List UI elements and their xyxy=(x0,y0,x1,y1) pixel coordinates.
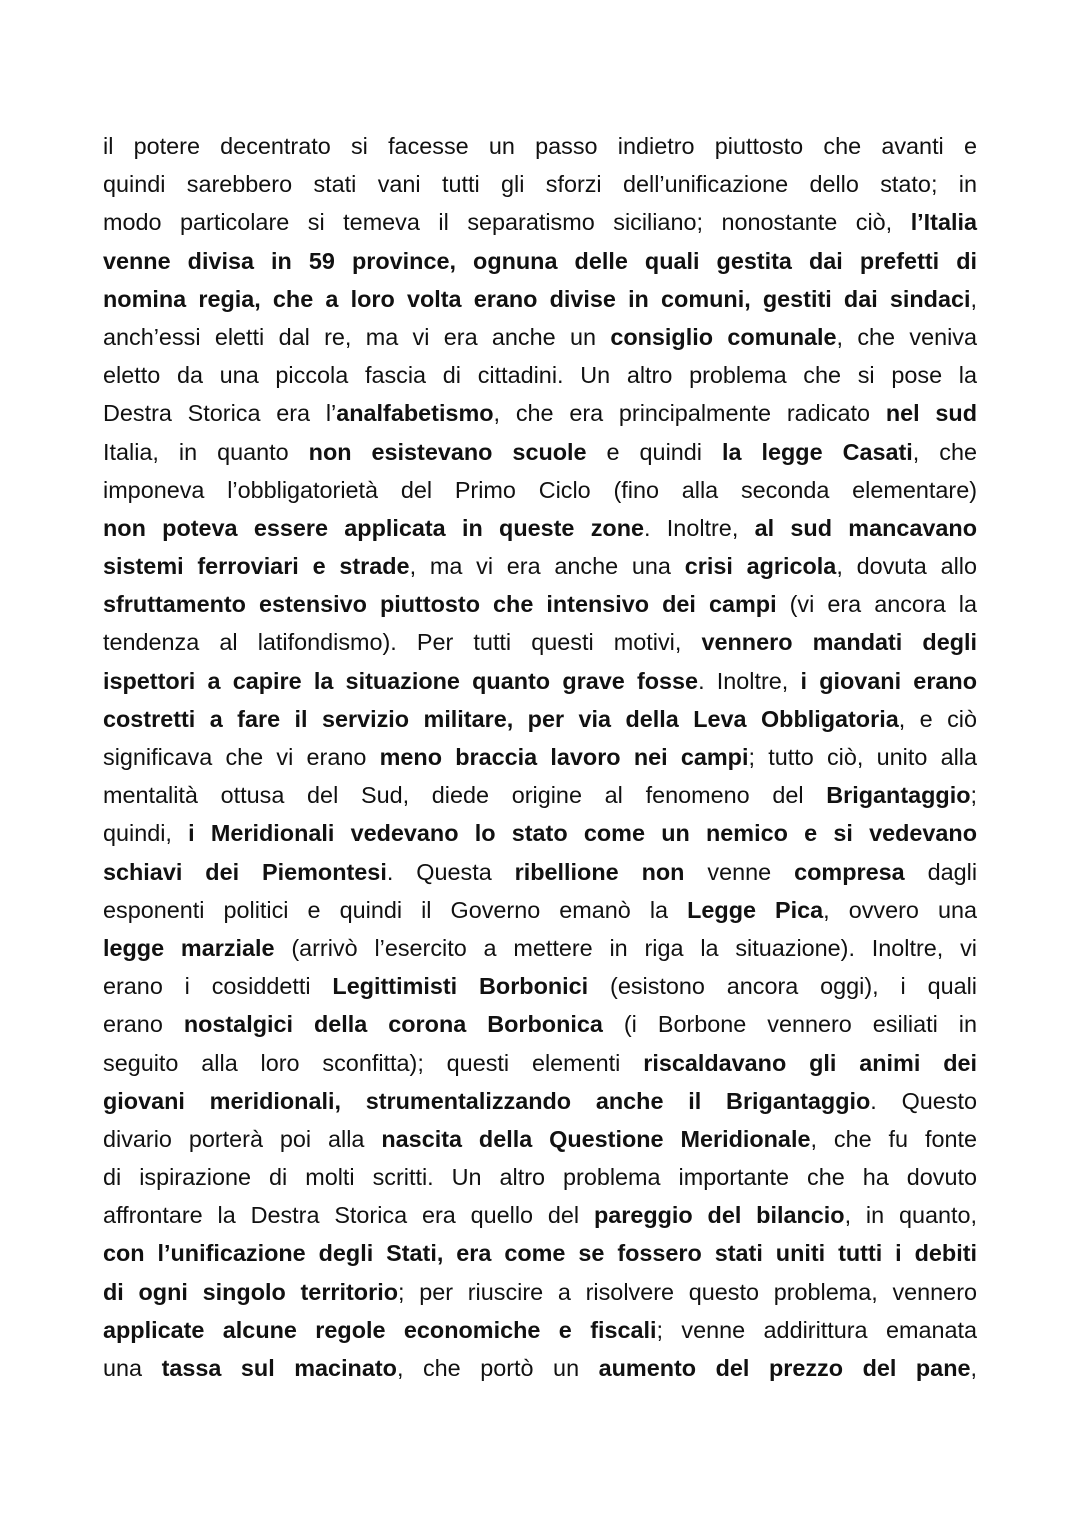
bold-text-run: Brigantaggio xyxy=(826,782,971,809)
bold-text-run: l’Italia xyxy=(910,209,977,236)
text-run: , xyxy=(970,285,977,312)
bold-text-run: i Meridionali vedevano lo stato come un nemico e si vedevano xyxy=(188,820,978,847)
bold-text-run: schiavi dei Piemontesi xyxy=(103,858,387,885)
bold-text-run: pareggio del bilancio xyxy=(593,1202,845,1229)
bold-text-run: meno braccia lavoro nei campi xyxy=(379,744,749,770)
bold-text-run: ispettori a capire la situazione quanto grave fosse xyxy=(103,667,699,694)
text-run: una xyxy=(103,1355,162,1381)
text-line xyxy=(103,891,977,929)
bold-text-run: riscaldavano gli animi dei xyxy=(643,1049,978,1076)
text-line xyxy=(103,1196,977,1234)
bold-text-run: non poteva essere applicata in queste zone xyxy=(103,514,645,541)
bold-text-run: sistemi ferroviari e strade xyxy=(103,553,410,580)
bold-text-run: con l’unificazione degli Stati, era come se fossero stati uniti tutti i debiti xyxy=(103,1240,977,1267)
text-line xyxy=(103,662,977,700)
text-run: , xyxy=(970,1355,977,1381)
text-run: . Questo xyxy=(870,1087,978,1114)
text-run: (i Borbone vennero esiliati in xyxy=(602,1011,977,1038)
text-line xyxy=(103,127,977,165)
text-line xyxy=(103,1158,977,1196)
bold-text-run: al sud mancavano xyxy=(754,514,977,541)
text-line xyxy=(103,471,977,509)
text-run: ; xyxy=(970,782,977,809)
text-run: (arrivò l’esercito a mettere in riga la situazione). Inoltre, vi xyxy=(274,934,977,961)
bold-text-run: nomina regia, che a loro volta erano divise in comuni, gestiti dai sindaci xyxy=(103,285,971,312)
text-line xyxy=(103,280,977,318)
bold-text-run: compresa xyxy=(794,858,905,885)
text-run: (esistono ancora oggi), i quali xyxy=(588,973,977,1000)
text-run: , in quanto, xyxy=(844,1202,978,1229)
bold-text-run: di ogni singolo territorio xyxy=(103,1278,398,1305)
text-run: erano i cosiddetti xyxy=(103,973,333,1000)
text-line xyxy=(103,700,977,738)
text-run: anch’essi eletti dal re, ma vi era anche un xyxy=(103,323,611,350)
text-line xyxy=(103,1311,977,1349)
text-run: esponenti politici e quindi il Governo emanò la xyxy=(103,896,688,923)
text-line xyxy=(103,623,977,661)
bold-text-run: giovani meridionali, strumentalizzando anche il Brigantaggio xyxy=(103,1087,871,1114)
text-run: seguito alla loro sconfitta); questi elementi xyxy=(103,1049,644,1076)
text-line xyxy=(103,967,977,1005)
text-line xyxy=(103,1349,977,1387)
text-line xyxy=(103,547,977,585)
text-run: affrontare la Destra Storica era quello del xyxy=(103,1202,594,1229)
text-run: erano xyxy=(103,1011,184,1038)
bold-text-run: consiglio comunale xyxy=(610,323,837,350)
text-line xyxy=(103,1120,977,1158)
text-line xyxy=(103,929,977,967)
bold-text-run: nel sud xyxy=(885,400,977,427)
text-run: significava che vi erano xyxy=(103,744,380,770)
text-line xyxy=(103,776,977,814)
text-line xyxy=(103,394,977,432)
text-run: eletto da una piccola fascia di cittadini. Un altro problema che si pose la xyxy=(103,362,977,389)
bold-text-run: analfabetismo xyxy=(336,400,494,427)
text-line xyxy=(103,1005,977,1043)
text-line xyxy=(103,1082,977,1120)
text-run: dagli xyxy=(904,858,978,885)
text-run: . Inoltre, xyxy=(644,514,755,541)
text-run: , ma vi era anche una xyxy=(409,553,685,580)
text-run: , che xyxy=(912,438,978,465)
text-run: , che veniva xyxy=(836,323,977,350)
text-line xyxy=(103,1234,977,1272)
text-run: Destra Storica era l’ xyxy=(103,400,337,427)
text-line xyxy=(103,356,977,394)
text-run: mentalità ottusa del Sud, diede origine al fenomeno del xyxy=(103,782,827,809)
bold-text-run: applicate alcune regole economiche e fiscali xyxy=(103,1316,657,1343)
bold-text-run: ribellione non xyxy=(514,858,685,885)
bold-text-run: sfruttamento estensivo piuttosto che intensivo dei campi xyxy=(103,591,777,618)
text-run: , che era principalmente radicato xyxy=(493,400,886,427)
text-line xyxy=(103,203,977,241)
bold-text-run: la legge Casati xyxy=(721,438,913,465)
bold-text-run: tassa sul macinato xyxy=(161,1355,397,1381)
text-line xyxy=(103,433,977,471)
text-line xyxy=(103,318,977,356)
text-run: venne xyxy=(684,858,795,885)
text-run: ; per riuscire a risolvere questo problema, vennero xyxy=(397,1278,977,1305)
bold-text-run: Legittimisti Borbonici xyxy=(332,973,589,1000)
text-line xyxy=(103,1044,977,1082)
text-line xyxy=(103,165,977,203)
bold-text-run: venne divisa in 59 province, ognuna delle quali gestita dai prefetti di xyxy=(103,247,977,274)
text-run: . Questa xyxy=(386,858,515,885)
text-line xyxy=(103,853,977,891)
text-run: di ispirazione di molti scritti. Un altro problema importante che ha dovuto xyxy=(103,1164,977,1191)
text-run: quindi sarebbero stati vani tutti gli sforzi dell’unificazione dello stato; in xyxy=(103,171,977,198)
text-line xyxy=(103,509,977,547)
text-run: (vi era ancora la xyxy=(776,591,977,618)
text-run: , dovuta allo xyxy=(836,553,978,580)
text-run: modo particolare si temeva il separatismo siciliano; nonostante ciò, xyxy=(103,209,911,236)
text-run: , ovvero una xyxy=(823,896,978,923)
text-line xyxy=(103,242,977,280)
text-run: imponeva l’obbligatorietà del Primo Ciclo (fino alla seconda elementare) xyxy=(103,476,977,503)
text-run: e quindi xyxy=(586,438,722,465)
bold-text-run: crisi agricola xyxy=(684,553,837,580)
text-line xyxy=(103,738,977,776)
text-line xyxy=(103,1273,977,1311)
document-page xyxy=(103,127,977,1387)
bold-text-run: Legge Pica xyxy=(687,896,824,923)
bold-text-run: nostalgici della corona Borbonica xyxy=(183,1011,603,1038)
text-run: , che fu fonte xyxy=(810,1125,978,1152)
bold-text-run: aumento del prezzo del pane xyxy=(598,1355,971,1381)
text-run: divario porterà poi alla xyxy=(103,1125,382,1152)
bold-text-run: vennero mandati degli xyxy=(701,629,977,656)
text-run: , che portò un xyxy=(396,1355,599,1381)
bold-text-run: legge marziale xyxy=(103,934,275,961)
bold-text-run: non esistevano scuole xyxy=(308,438,587,465)
text-run: . Inoltre, xyxy=(698,667,801,694)
text-run: ; tutto ciò, unito alla xyxy=(748,744,977,770)
text-run: il potere decentrato si facesse un passo indietro piuttosto che avanti e xyxy=(103,133,977,159)
text-run: tendenza al latifondismo). Per tutti questi motivi, xyxy=(103,629,702,656)
text-run: Italia, in quanto xyxy=(103,438,309,465)
text-run: quindi, xyxy=(103,820,189,847)
text-line xyxy=(103,814,977,852)
text-line xyxy=(103,585,977,623)
bold-text-run: costretti a fare il servizio militare, per via della Leva Obbligatoria xyxy=(103,705,899,732)
text-run: ; venne addirittura emanata xyxy=(656,1316,977,1343)
bold-text-run: i giovani erano xyxy=(800,667,978,694)
bold-text-run: nascita della Questione Meridionale xyxy=(381,1125,811,1152)
text-run: , e ciò xyxy=(898,705,978,732)
